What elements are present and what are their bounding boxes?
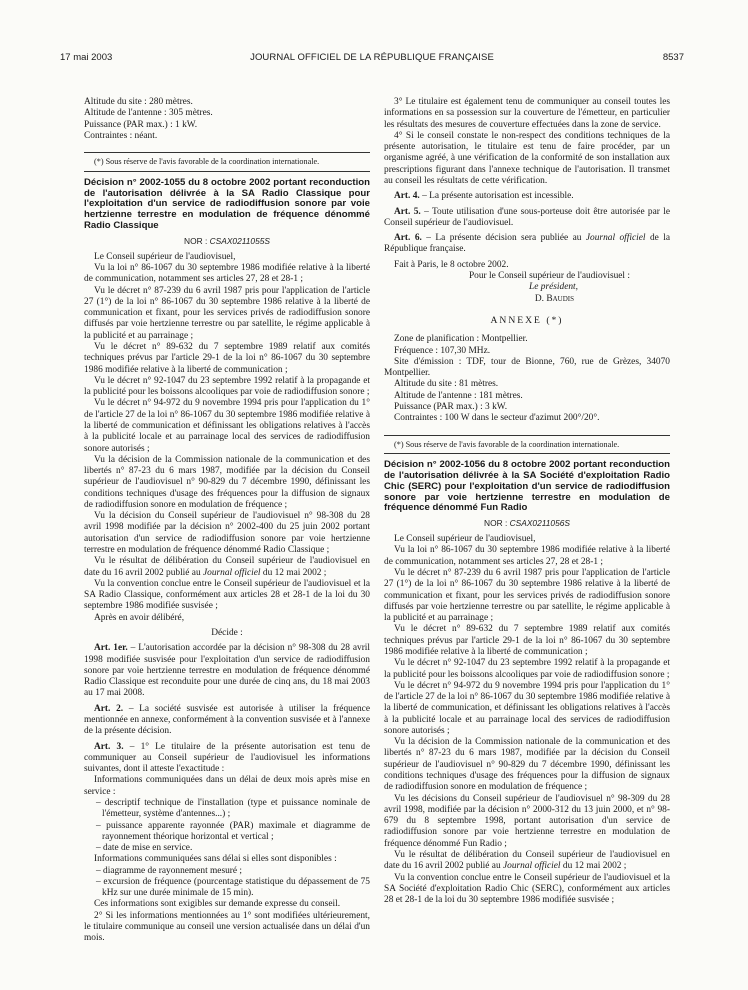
header-date: 17 mai 2003 xyxy=(60,52,113,63)
list-item: – puissance apparente rayonnée (PAR) maximale et diagramme de rayonnement théorique horizontal et vertical ; xyxy=(96,820,370,842)
footnote-right: (*) Sous réserve de l'avis favorable de la coordination internationale. xyxy=(394,439,620,449)
preamble-paragraph: Vu le décret n° 89-632 du 7 septembre 1989 relatif aux comités techniques prévus par l'article 29-1 de la loi n° 86-1067 du 30 septembre 1986 modifiée relative à la liberté de communication ; xyxy=(384,624,670,657)
preamble-paragraph: Vu le décret n° 87-239 du 6 avril 1987 pris pour l'application de l'article 27 (1°) de la loi n° 86-1067 du 30 septembre 1986 relative à la liberté de communication et fixant, pour les services privés de radiodiffusion sonore diffusés par voie hertzienne terrestre ou par satellite, le régime applicable à la publicité et au parrainage ; xyxy=(384,567,670,624)
preamble-paragraph: Vu le décret n° 92-1047 du 23 septembre 1992 relatif à la propagande et la publicité pour les boissons alcooliques par voie de radiodiffusion sonore ; xyxy=(84,375,370,398)
final-paragraphs xyxy=(84,899,370,944)
left-column xyxy=(84,97,370,945)
convention-paragraph-right: Vu la convention conclue entre le Conseil supérieur de l'audiovisuel et la SA Société d'exploitation Radio Chic (SERC), conformément aux articles 28 et 28-1 de la loi du 30 septembre 1986 modifiée susvisée ; xyxy=(384,872,670,906)
site-line: Altitude du site : 280 mètres. xyxy=(84,97,193,107)
body-paragraph: Ces informations sont exigibles sur demande expresse du conseil. xyxy=(94,899,341,910)
annexe-line: Altitude de l'antenne : 181 mètres. xyxy=(394,390,523,401)
annexe-line: Zone de planification : Montpellier. xyxy=(394,334,528,345)
fait-line: Fait à Paris, le 8 octobre 2002. xyxy=(394,259,509,270)
journal-title: JOURNAL OFFICIEL DE LA RÉPUBLIQUE FRANÇAISE xyxy=(250,52,494,63)
signature-role: Le président, xyxy=(529,282,578,293)
preamble-paragraph: Vu la décision du Conseil supérieur de l'audiovisuel n° 98-308 du 28 avril 1998 modifiée par la décision n° 2002-400 du 25 juin 2002 portant autorisation d'un service de radiodiffusion sonore par voie hertzienne terrestre en modulation de fréquence dénommé Radio Classique ; xyxy=(84,511,370,556)
preamble-paragraph: Vu la loi n° 86-1067 du 30 septembre 1986 modifiée relative à la liberté de communication, notamment ses articles 27, 28 et 28-1 ; xyxy=(84,263,370,285)
article-2-label: Art. 2. xyxy=(94,703,124,714)
preamble-paragraph: Le Conseil supérieur de l'audiovisuel, xyxy=(94,251,236,262)
info-sans-delai: Informations communiquées sans délai si elles sont disponibles : xyxy=(94,854,337,865)
article-5-label: Art. 5. xyxy=(394,206,421,217)
body-paragraph: 4° Si le conseil constate le non-respect des conditions techniques de la présente autorisation, le titulaire est tenu de faire procéder, par un organisme agréé, à une vérification de la conformité de son installation aux prescriptions figurant dans l'annexe technique de l'autorisation. Il transmet au conseil les résultats de cette vérification. xyxy=(384,130,670,186)
page-header xyxy=(60,52,684,66)
continued-paragraphs xyxy=(384,97,670,187)
preamble-paragraph: Le Conseil supérieur de l'audiovisuel, xyxy=(394,534,536,545)
preamble-paragraph: Vu la décision de la Commission nationale de la communication et des libertés n° 87-23 du 6 mars 1987, modifiée par la décision du Conseil supérieur de l'audiovisuel n° 90-829 du 7 décembre 1990, définissant les conditions techniques d'usage des fréquences pour la diffusion de signaux de radiodiffusion sonore en modulation de fréquence ; xyxy=(84,454,370,510)
article-1-text: – L'autorisation accordée par la décision n° 98-308 du 28 avril 1998 modifiée susvisée pour l'exploitation d'un service de radiodiffusion sonore par voie hertzienne terrestre en modulation de fréquence dénommé Radio Classique est reconduite pour une durée de cinq ans, du 18 mai 2003 au 17 mai 2008. xyxy=(84,643,371,699)
preamble-right xyxy=(384,534,670,850)
signature-for: Pour le Conseil supérieur de l'audiovisuel : xyxy=(468,270,630,281)
article-1-label: Art. 1er. xyxy=(94,643,128,654)
body-paragraph: 3° Le titulaire est également tenu de communiquer au conseil toutes les informations en sa possession sur la couverture de l'émetteur, en particulier les résultats des mesures de couverture effectuées dans la zone de service. xyxy=(384,97,670,130)
jo-italic-right: Journal officiel xyxy=(502,861,561,872)
apres-paragraph: Après en avoir délibéré, xyxy=(94,612,185,623)
preamble-paragraph: Vu le décret n° 94-972 du 9 novembre 1994 pris pour l'application du 1° de l'article 27 de la loi n° 86-1067 du 30 septembre 1986 modifiée relative à la liberté de communication, et définissant les obligations relatives à l'accès à la publicité locale et au parrainage local des services de radiodiffusion sonore autorisés ; xyxy=(384,680,670,736)
preamble-paragraph: Vu le décret n° 89-632 du 7 septembre 1989 relatif aux comités techniques prévus par l'article 29-1 de la loi n° 86-1067 du 30 septembre 1986 modifiée relative à la liberté de communication ; xyxy=(84,341,370,375)
list-item: – excursion de fréquence (pourcentage statistique du dépassement de 75 kHz sur une durée minimale de 15 min). xyxy=(96,876,370,899)
jo-italic: Journal officiel xyxy=(202,567,261,578)
page-number: 8537 xyxy=(662,52,684,63)
preamble-paragraph: Vu les décisions du Conseil supérieur de l'audiovisuel n° 98-309 du 28 avril 1998, modifiée par la décision n° 2000-312 du 13 juin 2000, et n° 98-679 du 8 septembre 1998, portant autorisation d'un service de radiodiffusion sonore par voie hertzienne terrestre en modulation de fréquence dénommé Fun Radio ; xyxy=(384,793,670,849)
list-item: – date de mise en service. xyxy=(96,843,193,854)
article-5 xyxy=(384,207,670,230)
article-4-text: – La présente autorisation est incessible. xyxy=(422,191,574,202)
footnote: (*) Sous réserve de l'avis favorable de la coordination internationale. xyxy=(94,157,320,167)
preamble xyxy=(84,252,370,557)
article-3-text: – 1° Le titulaire de la présente autorisation est tenu de communiquer au Conseil supérieur de l'audiovisuel les informations suivantes, dont il atteste l'exactitude : xyxy=(84,741,370,775)
preamble-paragraph: Vu le décret n° 92-1047 du 23 septembre 1992 relatif à la propagande et la publicité pour les boissons alcooliques par voie de radiodiffusion sonore ; xyxy=(384,658,670,680)
nor-reference xyxy=(84,236,370,246)
jo-text-a-right: Vu le résultat de délibération du Conseil supérieur de l'audiovisuel en date du 16 avril 2002 publié au xyxy=(384,850,670,872)
decide-heading: Décide : xyxy=(211,628,243,638)
article-6-text-b: de la République française. xyxy=(384,233,671,255)
article-5-text: – Toute utilisation d'une sous-porteuse doit être autorisée par le Conseil supérieur de l'audiovisuel. xyxy=(384,206,671,228)
convention-paragraph: Vu la convention conclue entre le Conseil supérieur de l'audiovisuel et la SA Radio Classique, conformément aux articles 28 et 28-1 de la loi du 30 septembre 1986 modifiée susvisée ; xyxy=(84,578,370,612)
jo-text-b-right: du 12 mai 2002 ; xyxy=(562,861,627,872)
article-4 xyxy=(384,191,670,202)
nor-code: CSAX0211055S xyxy=(209,235,270,246)
article-1 xyxy=(84,643,370,699)
annexe-line: Contraintes : 100 W dans le secteur d'azimut 200°/20°. xyxy=(394,413,600,424)
preamble-paragraph: Vu le décret n° 94-972 du 9 novembre 1994 pris pour l'application du 1° de l'article 27 de la loi n° 86-1067 du 30 septembre 1986 modifiée relative à la liberté de communication et définissant les obligations relatives à l'accès à la publicité locale et au parrainage local des services de radiodiffusion sonore autorisés ; xyxy=(84,398,370,454)
deliberation-paragraph xyxy=(84,556,370,579)
annexe-line: Site d'émission : TDF, tour de Bionne, 760, rue de Grèzes, 34070 Montpellier. xyxy=(384,356,670,379)
site-line: Altitude de l'antenne : 305 mètres. xyxy=(84,108,213,119)
preamble-paragraph: Vu la décision de la Commission nationale de la communication et des libertés n° 87-23 du 6 mars 1987, modifiée par la décision du Conseil supérieur de l'audiovisuel n° 90-829 du 7 décembre 1990, définissant les conditions techniques d'usage des fréquences pour la diffusion de signaux de radiodiffusion sonore en modulation de fréquence ; xyxy=(384,737,670,793)
nor-code-right: CSAX0211056S xyxy=(509,518,570,529)
signature-name: D. Baudis xyxy=(534,293,574,304)
body-paragraph: 2° Si les informations mentionnées au 1° sont modifiées ultérieurement, le titulaire communique au conseil une version actualisée dans un délai d'un mois. xyxy=(84,910,370,944)
article-6-label: Art. 6. xyxy=(394,233,422,244)
decision-title-right: Décision n° 2002-1056 du 8 octobre 2002 portant reconduction de l'autorisation délivrée à la SA Société d'exploitation Radio Chic (SERC) pour l'exploitation d'un service de radiodiffusion sonore par voie hertzienne terrestre en modulation de fréquence dénommé Fun Radio xyxy=(384,459,670,514)
article-2 xyxy=(84,704,370,738)
info-list-a xyxy=(84,798,370,854)
right-column xyxy=(384,97,670,906)
article-6-italic: Journal officiel xyxy=(585,233,646,244)
site-line: Puissance (PAR max.) : 1 kW. xyxy=(84,119,198,130)
nor-label-right: NOR : xyxy=(484,518,508,529)
annexe-details xyxy=(384,334,670,424)
jo-text-b: du 12 mai 2002 ; xyxy=(262,567,327,578)
list-item: – descriptif technique de l'installation (type et puissance nominale de l'émetteur, système d'antennes...) ; xyxy=(96,797,370,820)
list-item: – diagramme de rayonnement mesuré ; xyxy=(96,865,243,876)
info-delai: Informations communiquées dans un délai de deux mois après mise en service : xyxy=(84,775,370,797)
info-list-b xyxy=(84,866,370,900)
article-6-text-a: – La présente décision sera publiée au xyxy=(426,233,582,244)
deliberation-paragraph-right xyxy=(384,850,670,873)
article-4-label: Art. 4. xyxy=(394,191,420,202)
jo-text-a: Vu le résultat de délibération du Conseil supérieur de l'audiovisuel en date du 16 avril 2002 publié au xyxy=(84,556,370,578)
preamble-paragraph: Vu la loi n° 86-1067 du 30 septembre 1986 modifiée relative à la liberté de communication, notamment ses articles 27, 28 et 28-1 ; xyxy=(384,545,670,567)
nor-reference-right xyxy=(384,518,670,528)
decision-title: Décision n° 2002-1055 du 8 octobre 2002 portant reconduction de l'autorisation délivrée à la SA Radio Classique pour l'exploitation d'un service de radiodiffusion sonore par voie hertzienne terrestre en modulation de fréquence dénommé Radio Classique xyxy=(84,176,370,231)
article-3-label: Art. 3. xyxy=(94,741,124,752)
site-details xyxy=(84,97,370,142)
site-line: Contraintes : néant. xyxy=(84,130,158,141)
article-2-text: – La société susvisée est autorisée à utiliser la fréquence mentionnée en annexe, conformément à la convention susvisée et à l'annexe de la présente décision. xyxy=(84,703,370,737)
annexe-line: Fréquence : 107,30 MHz. xyxy=(394,345,491,356)
nor-label: NOR : xyxy=(184,235,208,246)
annexe-title: ANNEXE (*) xyxy=(490,314,564,326)
article-3 xyxy=(84,742,370,776)
article-6 xyxy=(384,233,670,256)
preamble-paragraph: Vu le décret n° 87-239 du 6 avril 1987 pris pour l'application de l'article 27 (1°) de la loi n° 86-1067 du 30 septembre 1986 relative à la liberté de communication et fixant, pour les services privés de radiodiffusion sonore diffusés par voie hertzienne terrestre ou par satellite, le régime applicable à la publicité et au parrainage ; xyxy=(84,285,370,341)
annexe-line: Altitude du site : 81 mètres. xyxy=(394,379,499,390)
annexe-line: Puissance (PAR max.) : 3 kW. xyxy=(394,401,508,412)
